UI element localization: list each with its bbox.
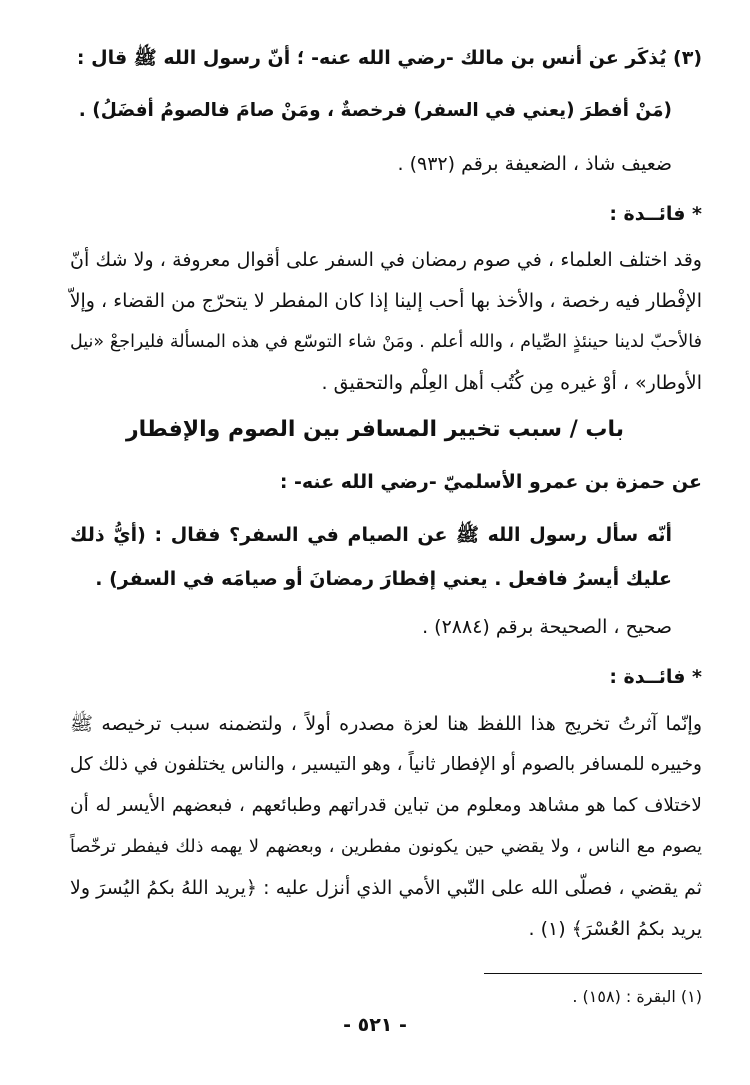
text-line: لاختلاف كما هو مشاهد ومعلوم من تباين قدراتهم وطبائعهم ، فبعضهم الأيسر له أن	[70, 795, 702, 816]
text-line: وخييره للمسافر بالصوم أو الإفطار ثانياً ، وهو التيسير ، والناس يختلفون في ذلك كل	[69, 754, 702, 775]
text-line: (مَنْ أفطرَ (يعني في السفر) فرخصةٌ ، ومَنْ صامَ فالصومُ أفضَلُ) .	[78, 100, 672, 121]
text-line: صحيح ، الصحيحة برقم (٢٨٨٤) .	[422, 616, 672, 638]
footnote-divider	[484, 973, 702, 974]
chapter-heading: باب / سبب تخيير المسافر بين الصوم والإفطار	[125, 417, 625, 442]
text-line: أنّه سأل رسول الله ﷺ عن الصيام في السفر؟ فقال : (أيُّ ذلك	[70, 524, 672, 546]
text-line: الإفْطار فيه رخصة ، والأخذ بها أحب إلينا إذا كان المفطر لا يتحرّج من القضاء ، وإلاّ	[69, 290, 702, 312]
benefit-heading: * فائــدة :	[609, 203, 702, 225]
text-line: فالأحبّ لدينا حينئذٍ الصِّيام ، والله أعلم . ومَنْ شاء التوسّع في هذه المسألة فليراجعْ «نيل	[70, 332, 702, 352]
text-line: يريد بكمُ العُسْرَ﴾ (١) .	[528, 918, 702, 940]
text-line: عن حمزة بن عمرو الأسلميّ -رضي الله عنه- :	[279, 471, 702, 493]
text-line: ثم يقضي ، فصلّى الله على النّبي الأمي الذي أنزل عليه : ﴿يريد اللهُ بكمُ اليُسرَ ولا	[70, 877, 702, 899]
text-line: وإنّما آثرتُ تخريج هذا اللفظ هنا لعزة مصدره أولاً ، ولتضمنه سبب ترخيصه ﷺ	[70, 713, 702, 735]
footnote: (١) البقرة : (١٥٨) .	[572, 987, 702, 1006]
text-line: الأوطار» ، أوْ غيره مِن كُتُب أهل العِلْم والتحقيق .	[321, 372, 702, 394]
page-number: - ٥٢١ -	[343, 1014, 407, 1036]
text-line: ضعيف شاذ ، الضعيفة برقم (٩٣٢) .	[397, 153, 672, 175]
text-line: (٣) يُذكَر عن أنس بن مالك -رضي الله عنه- ؛ أنّ رسول الله ﷺ قال :	[76, 47, 702, 69]
text-line: يصوم مع الناس ، ولا يقضي حين يكونون مفطرين ، وبعضهم لا يهمه ذلك فيفطر ترخّصاً	[70, 837, 702, 857]
text-line: عليك أيسرُ فافعل . يعني إفطارَ رمضانَ أو صيامَه في السفر) .	[95, 568, 672, 590]
text-line: وقد اختلف العلماء ، في صوم رمضان في السفر على أقوال معروفة ، ولا شك أنّ	[70, 249, 702, 271]
benefit-heading: * فائــدة :	[609, 666, 702, 688]
